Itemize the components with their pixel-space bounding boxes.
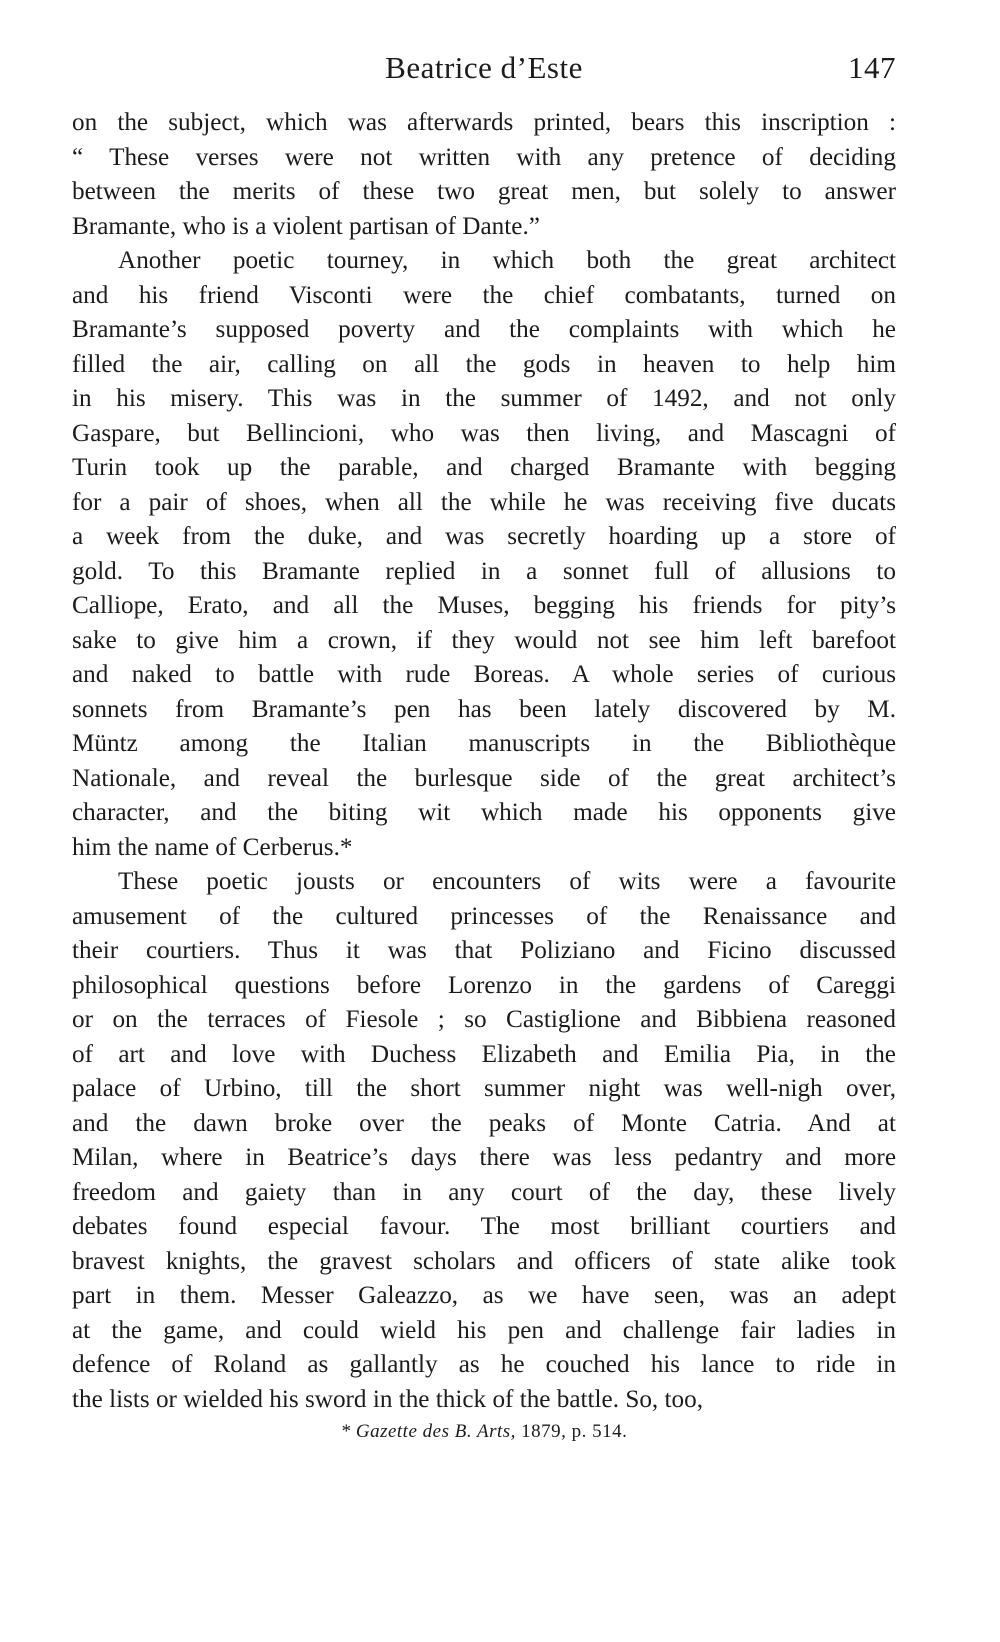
text-line: freedom and gaiety than in any court of the day, these lively <box>72 1178 896 1206</box>
text-line: him the name of Cerberus.* <box>72 833 353 861</box>
paragraph-1 <box>72 106 896 244</box>
text-line: and naked to battle with rude Boreas. A whole series of curious <box>72 661 896 688</box>
text-line: Bramante, who is a violent partisan of Dante.” <box>72 212 540 240</box>
text-line: filled the air, calling on all the gods in heaven to help him <box>72 350 896 378</box>
text-line: Calliope, Erato, and all the Muses, begging his friends for pity’s <box>72 592 896 619</box>
text-line: Bramante’s supposed poverty and the complaints with which he <box>72 316 896 343</box>
footnote-source: * Gazette des B. Arts, <box>340 1421 516 1442</box>
text-line: part in them. Messer Galeazzo, as we have seen, was an adept <box>72 1282 896 1309</box>
footnote-year-page: 1879, p. 514. <box>521 1421 628 1442</box>
text-line: of art and love with Duchess Elizabeth and Emilia Pia, in the <box>72 1040 896 1068</box>
text-line: Turin took up the parable, and charged Bramante with begging <box>72 454 896 481</box>
text-line: bravest knights, the gravest scholars and officers of state alike took <box>72 1247 896 1275</box>
text-line: philosophical questions before Lorenzo in the gardens of Careggi <box>72 971 896 999</box>
text-line: at the game, and could wield his pen and challenge fair ladies in <box>72 1316 896 1344</box>
paragraph-2 <box>72 244 896 865</box>
text-line: Another poetic tourney, in which both the great architect <box>118 247 896 274</box>
text-line: Milan, where in Beatrice’s days there was less pedantry and more <box>72 1144 896 1171</box>
text-line: sonnets from Bramante’s pen has been lately discovered by M. <box>72 695 896 723</box>
text-line: in his misery. This was in the summer of 1492, and not only <box>72 385 896 412</box>
running-title: Beatrice d’Este <box>385 50 583 85</box>
text-line: amusement of the cultured princesses of the Renaissance and <box>72 902 896 930</box>
text-line: or on the terraces of Fiesole ; so Castiglione and Bibbiena reasoned <box>72 1006 896 1033</box>
running-head <box>72 40 896 100</box>
text-line: Gaspare, but Bellincioni, who was then living, and Mascagni of <box>72 419 896 447</box>
text-line: the lists or wielded his sword in the thick of the battle. So, too, <box>72 1385 704 1413</box>
text-line: Nationale, and reveal the burlesque side of the great architect’s <box>72 764 896 792</box>
text-line: between the merits of these two great men, but solely to answer <box>72 178 896 205</box>
text-line: gold. To this Bramante replied in a sonnet full of allusions to <box>72 557 896 585</box>
footnote <box>72 1421 896 1443</box>
text-line: on the subject, which was afterwards printed, bears this inscription : <box>72 109 896 136</box>
text-line: their courtiers. Thus it was that Poliziano and Ficino discussed <box>72 937 896 964</box>
text-line: defence of Roland as gallantly as he couched his lance to ride in <box>72 1351 896 1378</box>
text-line: These poetic jousts or encounters of wits were a favourite <box>118 868 896 895</box>
page-number: 147 <box>848 50 896 85</box>
paragraph-3 <box>72 865 896 1417</box>
text-line: “ These verses were not written with any pretence of deciding <box>72 143 896 171</box>
text-line: for a pair of shoes, when all the while he was receiving five ducats <box>72 488 896 516</box>
text-line: a week from the duke, and was secretly hoarding up a store of <box>72 523 896 550</box>
text-line: character, and the biting wit which made his opponents give <box>72 799 896 826</box>
text-line: debates found especial favour. The most brilliant courtiers and <box>72 1213 896 1240</box>
body-text <box>72 106 896 1417</box>
book-page <box>72 40 896 1443</box>
text-line: sake to give him a crown, if they would not see him left barefoot <box>72 626 896 654</box>
text-line: palace of Urbino, till the short summer night was well-nigh over, <box>72 1075 896 1102</box>
text-line: Müntz among the Italian manuscripts in the Bibliothèque <box>72 730 896 757</box>
text-line: and his friend Visconti were the chief combatants, turned on <box>72 281 896 309</box>
text-line: and the dawn broke over the peaks of Monte Catria. And at <box>72 1109 896 1137</box>
